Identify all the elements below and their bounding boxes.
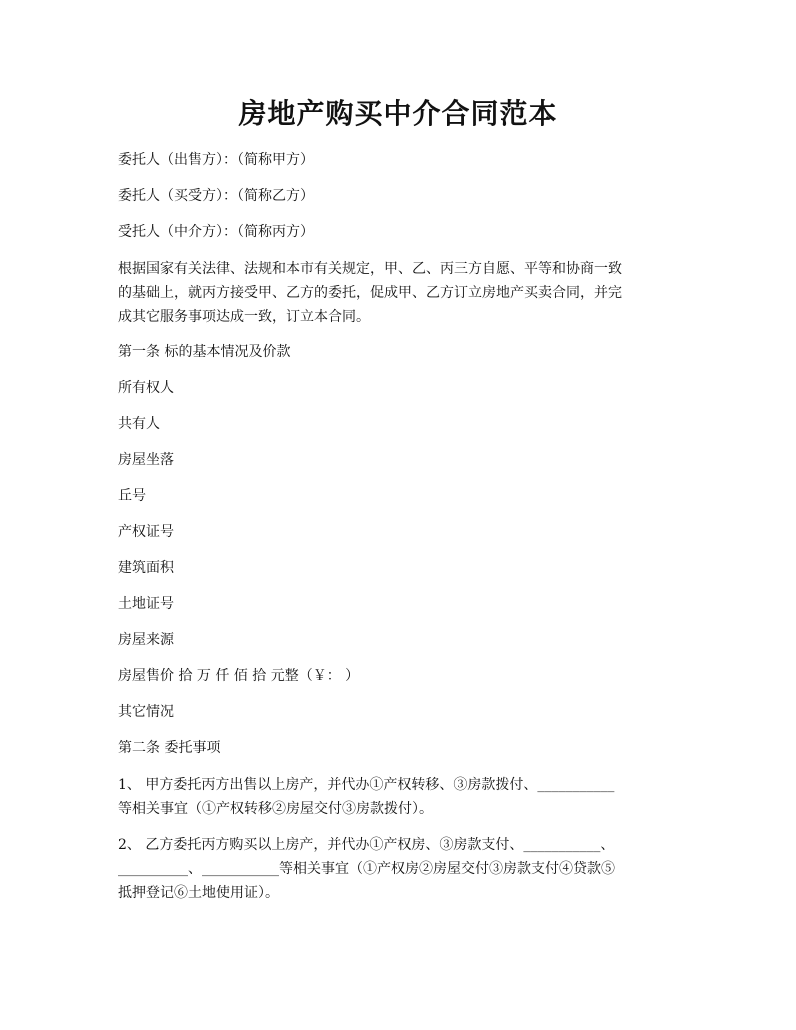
field-floor-area: 建筑面积	[118, 560, 174, 576]
party-agent-note: （简称丙方）	[237, 224, 314, 240]
field-co-owner: 共有人	[118, 416, 160, 432]
field-land-certificate: 土地证号	[118, 596, 174, 612]
preamble-paragraph	[118, 257, 683, 329]
document-title: 房地产购买中介合同范本	[238, 97, 558, 130]
party-buyer-note: （简称乙方）	[237, 188, 314, 204]
party-seller-label: 委托人（出售方）：	[118, 152, 237, 168]
party-agent-label: 受托人（中介方）：	[118, 224, 237, 240]
item2-line: __________、___________等相关事宜（①产权房②房屋交付③房款支付④贷款⑤	[118, 861, 615, 877]
field-owner: 所有权人	[118, 380, 174, 396]
party-buyer	[118, 184, 683, 208]
preamble-line: 的基础上，就丙方接受甲、乙方的委托，促成甲、乙方订立房地产买卖合同，并完	[118, 285, 622, 301]
item1-line: 1、 甲方委托丙方出售以上房产，并代办①产权转移、③房款拨付、___________	[118, 777, 615, 793]
field-title-certificate: 产权证号	[118, 524, 174, 540]
item2-line: 2、 乙方委托丙方购买以上房产，并代办①产权房、③房款支付、___________、	[118, 837, 615, 853]
preamble-line: 成其它服务事项达成一致，订立本合同。	[118, 309, 370, 325]
article2-item2	[118, 833, 683, 905]
field-lot-number: 丘号	[118, 488, 146, 504]
party-agent	[118, 220, 683, 244]
item1-line: 等相关事宜（①产权转移②房屋交付③房款拨付）。	[118, 801, 433, 817]
field-price: 房屋售价 拾 万 仟 佰 拾 元整（￥： ）	[118, 668, 360, 684]
preamble-line: 根据国家有关法律、法规和本市有关规定，甲、乙、丙三方自愿、平等和协商一致	[118, 261, 622, 277]
party-seller	[118, 148, 683, 172]
party-buyer-label: 委托人（买受方）：	[118, 188, 237, 204]
article2-heading: 第二条 委托事项	[118, 740, 221, 756]
article2-item1	[118, 773, 683, 821]
field-location: 房屋坐落	[118, 452, 174, 468]
party-seller-note: （简称甲方）	[237, 152, 314, 168]
field-other: 其它情况	[118, 704, 174, 720]
field-property-source: 房屋来源	[118, 632, 174, 648]
item2-line: 抵押登记⑥土地使用证）。	[118, 885, 279, 901]
article1-heading: 第一条 标的基本情况及价款	[118, 344, 291, 360]
